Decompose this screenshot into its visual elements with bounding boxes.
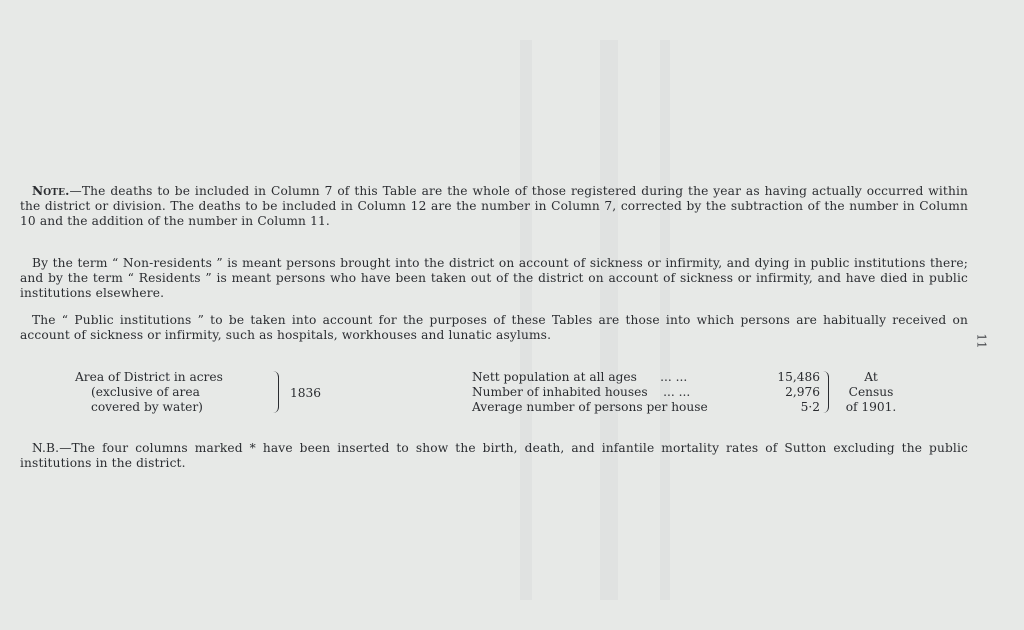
leader-dots: ... ...: [663, 385, 691, 399]
area-brace: [272, 371, 279, 413]
census-label: [836, 370, 906, 415]
inhabited-houses-label-text: Number of inhabited houses: [472, 385, 648, 399]
inhabited-houses-label: [472, 385, 772, 400]
area-label: [75, 370, 275, 415]
note-paragraph: [20, 184, 968, 229]
area-label-line: (exclusive of area: [91, 385, 200, 399]
area-value: 1836: [290, 386, 322, 400]
nett-population-label-text: Nett population at all ages: [472, 370, 637, 384]
non-residents-paragraph: By the term “ Non-residents ” is meant persons brought into the district on account of sickness or infirmity, and dying in public institutions there; and by the term “ Residents ” is meant persons who have been taken out of the district on account of sickness or infirmity, and have died in public institutions elsewhere.: [20, 256, 968, 300]
census-line: At: [864, 370, 878, 384]
district-statistics: [0, 370, 1024, 418]
nett-population-value: 15,486: [777, 370, 820, 384]
public-institutions-paragraph: The “ Public institutions ” to be taken into account for the purposes of these Tables are those into which persons are habitually received on account of sickness or infirmity, such as hospitals, workhouses and lunatic asylums.: [20, 313, 968, 342]
census-line: of 1901.: [845, 400, 897, 414]
census-line: Census: [848, 385, 894, 399]
census-brace: [822, 371, 829, 413]
page-number: 11: [974, 333, 989, 349]
inhabited-houses-value: 2,976: [785, 385, 820, 399]
area-label-line: covered by water): [91, 400, 203, 414]
persons-per-house-value: 5·2: [800, 400, 820, 414]
note-label: Note.: [32, 184, 70, 198]
persons-per-house-label: Average number of persons per house: [472, 400, 708, 414]
nett-population-label: [472, 370, 772, 385]
population-values: [740, 370, 820, 415]
population-labels: [472, 370, 772, 415]
nb-paragraph: N.B.—The four columns marked * have been inserted to show the birth, death, and infantile mortality rates of Sutton excluding the public institutions in the district.: [20, 441, 968, 470]
leader-dots: ... ...: [660, 370, 688, 384]
note-text: —The deaths to be included in Column 7 of this Table are the whole of those registered during the year as having actually occurred within the district or division. The deaths to be included in Column 12 are the number in Column 7, corrected by the subtraction of the number in Column 10 and the addition of the number in Column 11.: [20, 184, 968, 228]
area-label-line: Area of District in acres: [75, 370, 223, 384]
